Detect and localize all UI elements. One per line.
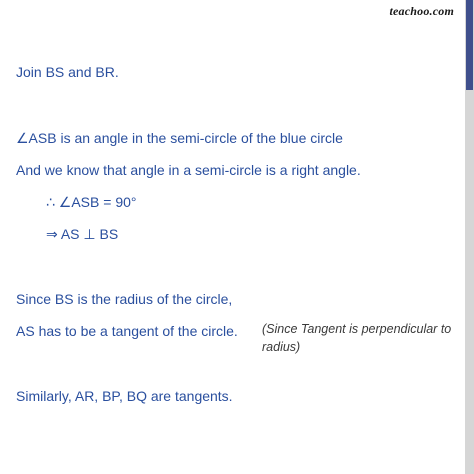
brand-logo: teachoo.com — [389, 4, 454, 18]
tangent-reason-note: (Since Tangent is perpendicular to radius) — [262, 322, 452, 354]
vertical-scrollbar[interactable] — [465, 0, 474, 474]
step-similarly-tangents: Similarly, AR, BP, BQ are tangents. — [16, 388, 233, 404]
scrollbar-thumb[interactable] — [466, 0, 473, 90]
step-bs-radius: Since BS is the radius of the circle, — [16, 291, 233, 307]
step-right-angle-fact: And we know that angle in a semi-circle is a right angle. — [16, 162, 361, 178]
step-join-bs-br: Join BS and BR. — [16, 64, 119, 80]
step-as-perp-bs: ⇒ AS ⊥ BS — [46, 226, 119, 242]
step-angle-asb-90: ∴ ∠ASB = 90° — [46, 194, 137, 210]
step-angle-asb-semicircle: ∠ASB is an angle in the semi-circle of the blue circle — [16, 130, 343, 146]
step-as-tangent: AS has to be a tangent of the circle. — [16, 323, 238, 339]
